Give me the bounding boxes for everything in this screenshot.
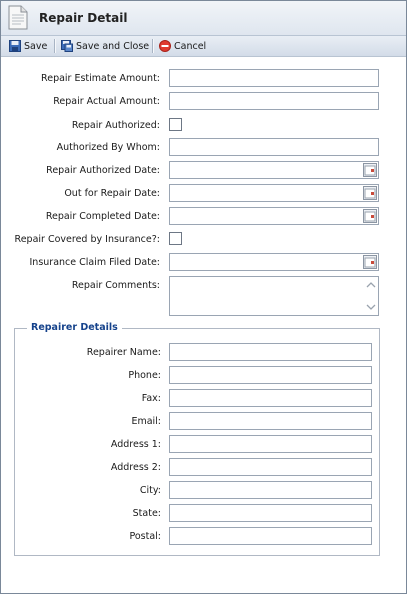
authorized-date-label: Repair Authorized Date:	[46, 165, 160, 176]
title-bar	[1, 1, 406, 36]
authorized-by-label: Authorized By Whom:	[56, 142, 160, 153]
fax-input[interactable]	[169, 389, 372, 407]
authorized-date-input[interactable]	[169, 161, 379, 179]
insurance-claim-date-input[interactable]	[169, 253, 379, 271]
row-claim-date	[1, 253, 406, 273]
repair-completed-date-input[interactable]	[169, 207, 379, 225]
repairer-name-input[interactable]	[169, 343, 372, 361]
save-and-close-button[interactable]	[61, 39, 149, 53]
scroll-down-icon[interactable]	[366, 302, 376, 312]
repair-authorized-checkbox[interactable]	[169, 118, 182, 131]
covered-by-insurance-checkbox[interactable]	[169, 232, 182, 245]
save-button[interactable]	[9, 39, 47, 53]
row-email	[15, 412, 381, 432]
row-covered	[1, 230, 406, 250]
toolbar-separator	[152, 39, 154, 53]
cancel-button[interactable]	[159, 39, 206, 53]
calendar-icon[interactable]	[363, 209, 377, 223]
out-for-repair-date-input[interactable]	[169, 184, 379, 202]
row-city	[15, 481, 381, 501]
row-address2	[15, 458, 381, 478]
row-completed-date	[1, 207, 406, 227]
address2-input[interactable]	[169, 458, 372, 476]
address1-label: Address 1:	[110, 439, 161, 450]
state-input[interactable]	[169, 504, 372, 522]
postal-label: Postal:	[129, 531, 161, 542]
row-authorized-by	[1, 138, 406, 158]
calendar-icon[interactable]	[363, 186, 377, 200]
row-address1	[15, 435, 381, 455]
row-fax	[15, 389, 381, 409]
calendar-icon[interactable]	[363, 255, 377, 269]
row-actual	[1, 92, 406, 112]
repair-comments-textarea[interactable]	[169, 276, 379, 316]
comments-label: Repair Comments:	[71, 280, 160, 291]
repair-actual-input[interactable]	[169, 92, 379, 110]
row-repairer-name	[15, 343, 381, 363]
completed-date-label: Repair Completed Date:	[45, 211, 160, 222]
window-title: Repair Detail	[39, 11, 128, 25]
document-icon	[8, 5, 28, 30]
save-and-close-label: Save and Close	[76, 40, 150, 52]
scroll-up-icon[interactable]	[366, 280, 376, 290]
state-label: State:	[132, 508, 161, 519]
row-phone	[15, 366, 381, 386]
authorized-by-input[interactable]	[169, 138, 379, 156]
authorized-label: Repair Authorized:	[71, 120, 160, 131]
cancel-icon	[159, 40, 171, 52]
postal-input[interactable]	[169, 527, 372, 545]
address1-input[interactable]	[169, 435, 372, 453]
row-authorized	[1, 116, 406, 136]
actual-label: Repair Actual Amount:	[53, 96, 160, 107]
phone-input[interactable]	[169, 366, 372, 384]
claim-date-label: Insurance Claim Filed Date:	[29, 257, 160, 268]
save-label: Save	[24, 40, 48, 52]
row-estimate	[1, 69, 406, 89]
out-date-label: Out for Repair Date:	[64, 188, 160, 199]
repair-estimate-input[interactable]	[169, 69, 379, 87]
covered-label: Repair Covered by Insurance?:	[14, 234, 160, 245]
toolbar-separator	[54, 39, 56, 53]
toolbar	[1, 36, 406, 57]
phone-label: Phone:	[128, 370, 161, 381]
repairer-name-label: Repairer Name:	[86, 347, 161, 358]
repairer-details-legend: Repairer Details	[27, 322, 122, 333]
row-authorized-date	[1, 161, 406, 181]
floppy-disk-close-icon	[61, 40, 73, 52]
row-state	[15, 504, 381, 524]
repairer-details-fieldset	[14, 322, 380, 556]
row-out-date	[1, 184, 406, 204]
email-label: Email:	[131, 416, 161, 427]
row-comments	[1, 276, 406, 318]
floppy-disk-icon	[9, 40, 21, 52]
address2-label: Address 2:	[110, 462, 161, 473]
estimate-label: Repair Estimate Amount:	[41, 73, 160, 84]
email-input[interactable]	[169, 412, 372, 430]
city-input[interactable]	[169, 481, 372, 499]
cancel-label: Cancel	[174, 40, 207, 52]
fax-label: Fax:	[141, 393, 161, 404]
row-postal	[15, 527, 381, 547]
city-label: City:	[139, 485, 161, 496]
calendar-icon[interactable]	[363, 163, 377, 177]
